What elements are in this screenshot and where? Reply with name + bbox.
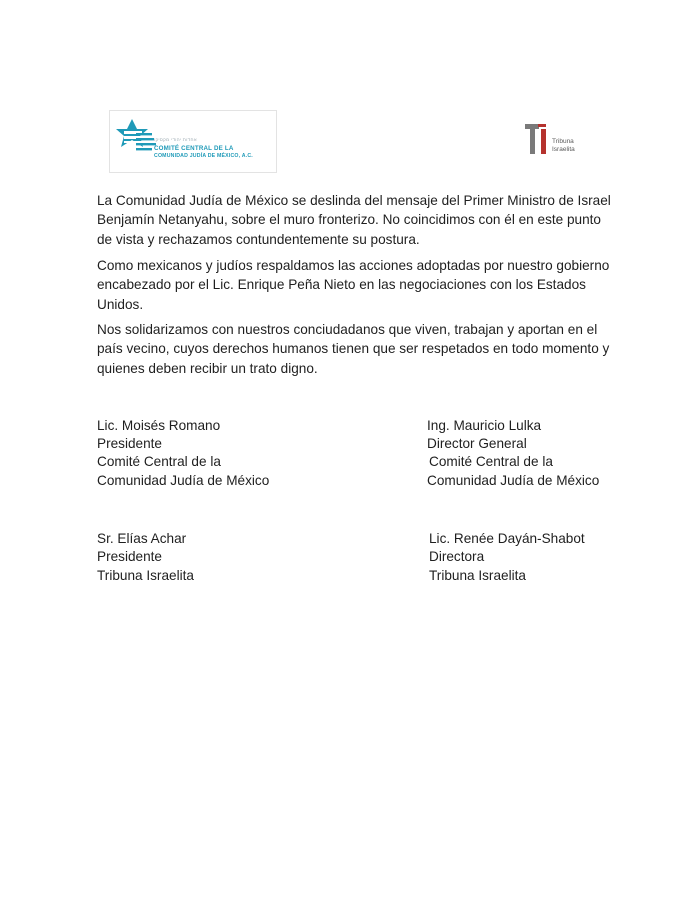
statement-paragraph-3: Nos solidarizamos con nuestros conciudadanos que viven, trabajan y aportan en el país vecino, cuyos derechos humanos tienen que ser respetados en todo momento y quienes deben recibir un trato digno. — [97, 322, 610, 376]
signature-org-line-2: Comunidad Judía de México — [427, 473, 600, 488]
signature-title: Presidente — [97, 549, 162, 564]
signature-org-line-1: Comité Central de la — [429, 454, 553, 469]
tribuna-israelita-logo — [524, 122, 594, 158]
tribuna-ti-mark-icon — [524, 122, 554, 158]
tribuna-name-line-1: Tribuna — [552, 138, 574, 145]
signature-title: Presidente — [97, 436, 162, 451]
comite-star-emblem-icon — [110, 111, 278, 174]
signature-name: Lic. Moisés Romano — [97, 418, 221, 433]
comite-central-logo — [109, 110, 277, 173]
signature-org-line-2: Comunidad Judía de México — [97, 473, 270, 488]
signature-title: Director General — [427, 436, 527, 451]
logo-line-1: COMITÉ CENTRAL DE LA — [154, 145, 234, 152]
signature-name: Lic. Renée Dayán-Shabot — [429, 531, 585, 546]
signature-org-line-1: Tribuna Israelita — [97, 568, 194, 583]
signature-name: Ing. Mauricio Lulka — [427, 418, 542, 433]
signature-title: Directora — [429, 549, 485, 564]
statement-paragraph-1: La Comunidad Judía de México se deslinda del mensaje del Primer Ministro de Israel Benjamín Netanyahu, sobre el muro fronterizo. No coincidimos con él en este punto de vista y rechazamos contundentemente su postura. — [97, 193, 611, 247]
tribuna-name-line-2: Israelita — [552, 145, 575, 153]
signature-name: Sr. Elías Achar — [97, 531, 187, 546]
logo-tagline: אחדות יהודי מקסיקו — [154, 137, 197, 142]
logo-line-2: COMUNIDAD JUDÍA DE MÉXICO, A.C. — [154, 153, 253, 159]
signature-org-line-1: Tribuna Israelita — [429, 568, 526, 583]
signature-org-line-1: Comité Central de la — [97, 454, 221, 469]
statement-paragraph-2: Como mexicanos y judíos respaldamos las acciones adoptadas por nuestro gobierno encabezado por el Lic. Enrique Peña Nieto en las negociaciones con los Estados Unidos. — [97, 258, 610, 312]
